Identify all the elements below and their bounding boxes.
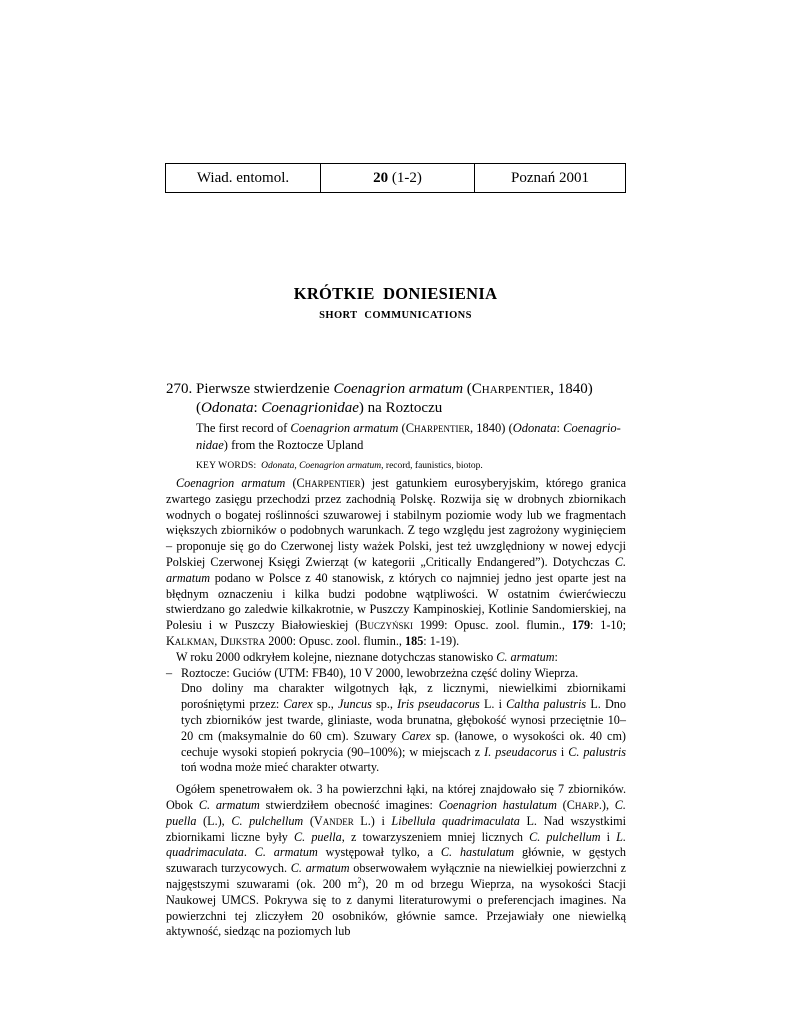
author-name: Buczyński xyxy=(359,618,413,633)
text: L. Dno tych zbiorników jest twarde, gliniaste, woda brunatna, głębokość wynosi przeciętnie 10–20 cm (maksymalnie do 60 cm). Szuwary xyxy=(181,697,626,743)
text: i xyxy=(556,744,569,759)
title-author: Charpentier xyxy=(471,381,551,397)
superscript: 2 xyxy=(357,875,362,885)
article-body xyxy=(166,476,626,940)
article-title: 270. Pierwsze stwierdzenie Coenagrion armatum (Charpentier, 1840) (Odonata: Coenagrionidae) na Roztoczu xyxy=(166,381,593,416)
paragraph-1 xyxy=(166,476,626,650)
text: : 1-10; xyxy=(590,618,626,633)
species-name: Libellula quadrimaculata xyxy=(391,813,520,828)
text: ( xyxy=(303,813,314,828)
species-name: L. quadrimaculata xyxy=(166,829,626,860)
species-name: C. armatum xyxy=(254,845,318,860)
text: : 1-19). xyxy=(423,633,460,648)
text: : xyxy=(554,649,558,664)
genus-name: Carex xyxy=(283,697,313,712)
title-text: Pierwsze stwierdzenie xyxy=(196,381,334,397)
author-name: Kalkman, Dijkstra xyxy=(166,633,266,648)
en-title-author: Charpentier xyxy=(405,421,471,435)
text: W roku 2000 odkryłem kolejne, nieznane dotychczas stanowisko xyxy=(176,649,497,664)
genus-name: Carex xyxy=(401,728,431,743)
keyword: Odonata xyxy=(261,461,295,471)
place-year xyxy=(475,164,625,192)
species-name: Coenagrion hastulatum xyxy=(438,797,557,812)
volume-ref: 185 xyxy=(405,633,424,648)
journal-name-text: Wiad. entomol. xyxy=(196,169,290,186)
paragraph-4 xyxy=(166,782,626,940)
text: ( xyxy=(285,476,297,490)
locality-text: Roztocze: Guciów (UTM: FB40), 10 V 2000, lewobrzeżna część doliny Wieprza. xyxy=(181,665,579,680)
title-species: Coenagrion armatum xyxy=(333,381,464,397)
en-title-text: : xyxy=(556,421,564,435)
text: głównie, w gęstych szuwarach turzycowych. xyxy=(166,845,626,876)
issue-number: (1-2) xyxy=(391,169,422,186)
english-title xyxy=(196,420,626,454)
section-title: KRÓTKIE DONIESIENIA xyxy=(293,284,498,303)
text: . xyxy=(243,845,255,860)
paragraph-3 xyxy=(166,681,626,776)
species-name: C. armatum xyxy=(166,554,626,585)
volume-issue xyxy=(321,164,475,192)
species-name: C. puella xyxy=(166,797,626,828)
species-name: C. armatum xyxy=(198,797,260,812)
text: L.) i xyxy=(353,813,392,828)
journal-header-box xyxy=(165,163,626,193)
en-title-family: nidae xyxy=(196,438,224,452)
text: Ogółem spenetrowałem ok. 3 ha powierzchni łąki, na której znajdowało się 7 zbiorników. Obok xyxy=(166,782,626,812)
section-subtitle: SHORT COMMUNICATIONS xyxy=(319,310,472,321)
title-order: Odonata xyxy=(201,400,254,416)
text: L. i xyxy=(479,697,507,712)
text: i xyxy=(600,829,617,844)
species-name: C. armatum xyxy=(290,861,350,876)
author-name: Charp. xyxy=(566,797,602,812)
text: (L.), xyxy=(196,813,232,828)
volume-number: 20 xyxy=(373,169,389,186)
text: ( xyxy=(556,797,567,812)
species-name: Iris pseudacorus xyxy=(397,697,480,712)
en-title-species: Coenagrion armatum xyxy=(290,421,399,435)
locality-item xyxy=(166,666,626,682)
species-name: C. hastulatum xyxy=(440,845,515,860)
species-name: Coenagrion armatum xyxy=(176,476,286,490)
en-title-text: The first record of xyxy=(196,421,291,435)
en-title-order: Odonata xyxy=(512,421,557,435)
volume-ref: 179 xyxy=(571,618,591,633)
title-text: : xyxy=(253,400,262,416)
text: sp., xyxy=(371,697,398,712)
species-name: C. puella xyxy=(294,829,342,844)
dash-bullet: – xyxy=(166,665,173,680)
place-year-text: Poznań 2001 xyxy=(511,169,589,186)
title-text: ) na Roztoczu xyxy=(358,400,443,416)
en-title-text: ( xyxy=(398,421,406,435)
paragraph-2 xyxy=(166,650,626,666)
text: sp. (łanowe, o wysokości ok. 40 cm) cechuje wysoki stopień pokrycia (90–100%); w miejscach z xyxy=(181,728,626,759)
species-name: C. armatum xyxy=(496,649,555,664)
text: , z towarzyszeniem mniej licznych xyxy=(341,829,530,844)
author-name: Charpentier xyxy=(296,476,361,490)
journal-name xyxy=(166,164,321,192)
species-name: C. pulchellum xyxy=(529,829,601,844)
species-name: C. palustris xyxy=(568,744,626,759)
keywords: KEY WORDS: Odonata, Coenagrion armatum, record, faunistics, biotop. xyxy=(196,461,483,471)
keyword: Coenagrion armatum xyxy=(299,461,382,471)
species-name: Caltha palustris xyxy=(506,697,587,712)
species-name: I. pseudacorus xyxy=(484,744,557,759)
title-text: , 1840) xyxy=(550,381,593,397)
text: L. Nad wszystkimi zbiornikami liczne były xyxy=(166,813,626,844)
text: toń wodna może mieć charakter otwarty. xyxy=(181,760,380,775)
article-number: 270. xyxy=(166,381,193,397)
author-name: Vander xyxy=(313,813,354,828)
text: ), xyxy=(601,797,615,812)
title-family: Coenagrionidae xyxy=(261,400,359,416)
species-name: C. pulchellum xyxy=(231,813,304,828)
text: ), 20 m od brzegu Wieprza, na wysokości Stacji Naukowej UMCS. Pokrywa się to z danymi literaturowymi o preferencjach imagines. Na powierzchni tej zliczyłem 20 osobników, głównie samce. Przejawiały one niewielką aktywność, siedząc na poziomych lub xyxy=(166,876,626,939)
text: Dno doliny ma charakter wilgotnych łąk, z licznymi, niewielkimi zbiornikami porośniętymi przez: xyxy=(181,681,626,712)
genus-name: Juncus xyxy=(338,697,372,712)
en-title-family: Coenagrio- xyxy=(563,421,621,435)
text: występował tylko, a xyxy=(317,845,441,860)
text: 2000: Opusc. zool. flumin., xyxy=(265,633,406,648)
text: podano w Polsce z 40 stanowisk, z których co najmniej jedno jest oparte jest na błędnym oznaczeniu i kilka budzi podobne wątpliwości. W ostatnim ćwierćwieczu stwierdzano go zaledwie kilkakrotnie, w Puszczy Kampinoskiej, Kotlinie Sandomierskiej, na Polesiu i w Puszczy Białowieskiej ( xyxy=(166,570,626,633)
keywords-rest: , record, faunistics, biotop. xyxy=(381,461,483,471)
title-text: ( xyxy=(463,381,472,397)
en-title-text: , 1840) ( xyxy=(470,421,513,435)
text: ) jest gatunkiem eurosyberyjskim, którego granica zwartego zasięgu przechodzi przez zachodnią Polskę. Rozwija się w drobnych zbiornikach wodnych o bogatej roślinności szuwarowej i stabilnym poziomie wody lub we fragmentach większych zbiorników o podobnych warunkach. Z tego względu jest zagrożony wyginięciem – proponuje się go do Czerwonej listy ważek Polski, jest też uwzględniony w nowej edycji Polskiej Czerwonej Księgi Zwierząt (w kategorii „Critically Endangered”). Dotychczas xyxy=(166,476,626,569)
en-title-text: ) from the Roztocze Upland xyxy=(223,438,364,452)
text: obserwowałem wyłącznie na niewielkiej powierzchni z najgęstszymi szuwarami (ok. 200 m xyxy=(166,861,626,891)
keywords-label: KEY WORDS: xyxy=(196,461,257,471)
text: stwierdziłem obecność imagines: xyxy=(259,797,439,812)
text: 1999: Opusc. zool. flumin., xyxy=(412,618,572,633)
text: sp., xyxy=(312,697,338,712)
